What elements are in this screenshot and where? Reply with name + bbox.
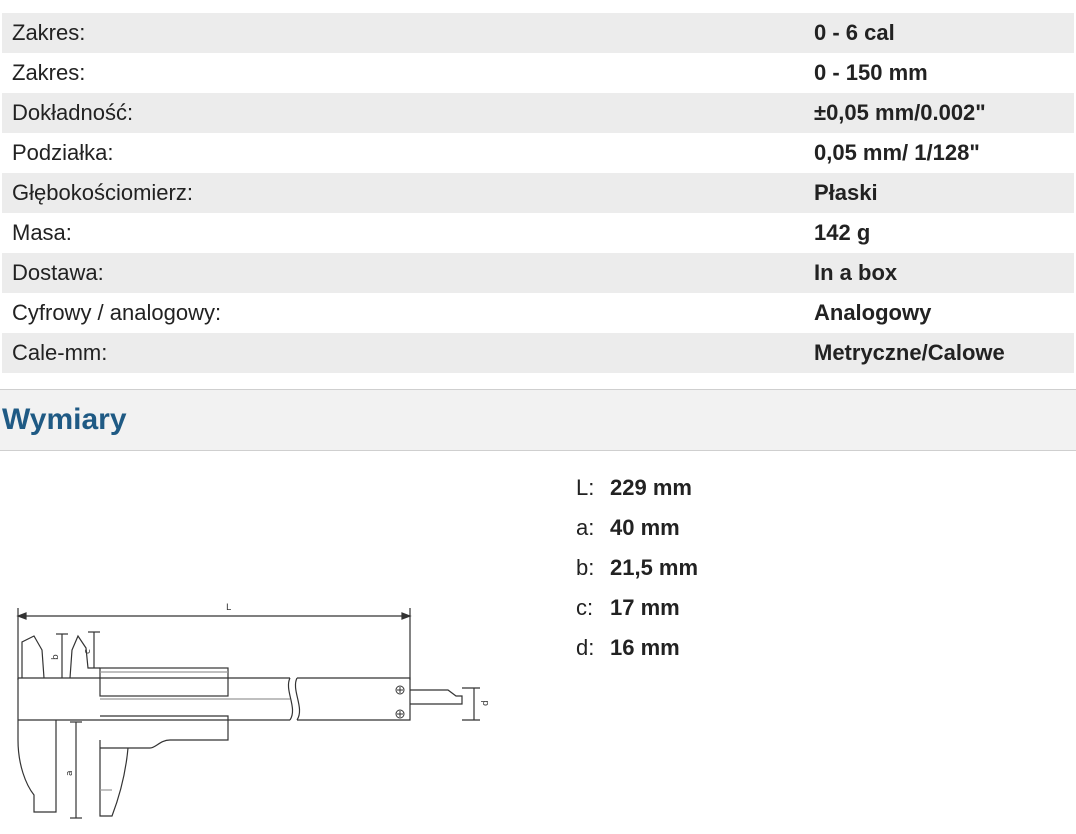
spec-value: 0,05 mm/ 1/128" (814, 140, 980, 165)
dimensions-list (576, 468, 698, 668)
spec-row (2, 53, 1074, 93)
spec-row (2, 173, 1074, 213)
spec-row (2, 133, 1074, 173)
spec-label: Cale-mm: (12, 340, 108, 365)
spec-row (2, 253, 1074, 293)
depth-rod (410, 690, 462, 704)
spec-value: Płaski (814, 180, 878, 205)
caliper-drawing (0, 590, 500, 834)
screw-icon (396, 710, 404, 718)
drawing-label-l: L (226, 603, 232, 613)
dimension-item (576, 548, 698, 588)
spec-row (2, 93, 1074, 133)
spec-value: Metryczne/Calowe (814, 340, 1005, 365)
dimension-value: 16 mm (610, 635, 680, 660)
spec-row (2, 213, 1074, 253)
spec-label: Zakres: (12, 60, 86, 85)
spec-value: 0 - 6 cal (814, 20, 895, 45)
drawing-label-c: c (83, 649, 93, 654)
dimension-key: a: (576, 515, 595, 540)
dimension-key: b: (576, 555, 595, 580)
beam-break (295, 678, 299, 720)
spec-label: Głębokościomierz: (12, 180, 193, 205)
dimension-value: 40 mm (610, 515, 680, 540)
spec-value: 0 - 150 mm (814, 60, 928, 85)
spec-label: Cyfrowy / analogowy: (12, 300, 222, 325)
spec-label: Dokładność: (12, 100, 134, 125)
lower-moving-jaw (100, 740, 128, 816)
dimension-key: d: (576, 635, 595, 660)
dimension-item (576, 508, 698, 548)
dimension-value: 21,5 mm (610, 555, 699, 580)
spec-label: Masa: (12, 220, 72, 245)
slider-bottom (100, 716, 228, 748)
spec-label: Podziałka: (12, 140, 114, 165)
drawing-label-a: a (65, 770, 75, 776)
spec-value: ±0,05 mm/0.002" (814, 100, 986, 125)
dimension-key: L: (576, 475, 595, 500)
spec-value: 142 g (814, 220, 871, 245)
upper-fixed-jaw (22, 636, 44, 678)
dimension-value: 17 mm (610, 595, 680, 620)
spec-row (2, 13, 1074, 53)
dimension-item (576, 628, 698, 668)
section-title: Wymiary (2, 403, 127, 436)
dimension-key: c: (576, 595, 594, 620)
spec-value: Analogowy (814, 300, 932, 325)
spec-value: In a box (814, 260, 898, 285)
dimensions-header (0, 389, 1076, 451)
dimension-item (576, 588, 698, 628)
spec-row (2, 333, 1074, 373)
spec-label: Zakres: (12, 20, 86, 45)
lower-fixed-jaw (18, 720, 56, 812)
spec-label: Dostawa: (12, 260, 104, 285)
spec-table (2, 13, 1074, 373)
drawing-label-d: d (481, 700, 491, 706)
spec-row (2, 293, 1074, 333)
dimension-value: 229 mm (610, 475, 692, 500)
caliper-beam-end (297, 678, 410, 720)
screw-icon (396, 686, 404, 694)
drawing-label-b: b (51, 654, 61, 660)
dimension-item (576, 468, 698, 508)
upper-moving-jaw (70, 636, 100, 678)
